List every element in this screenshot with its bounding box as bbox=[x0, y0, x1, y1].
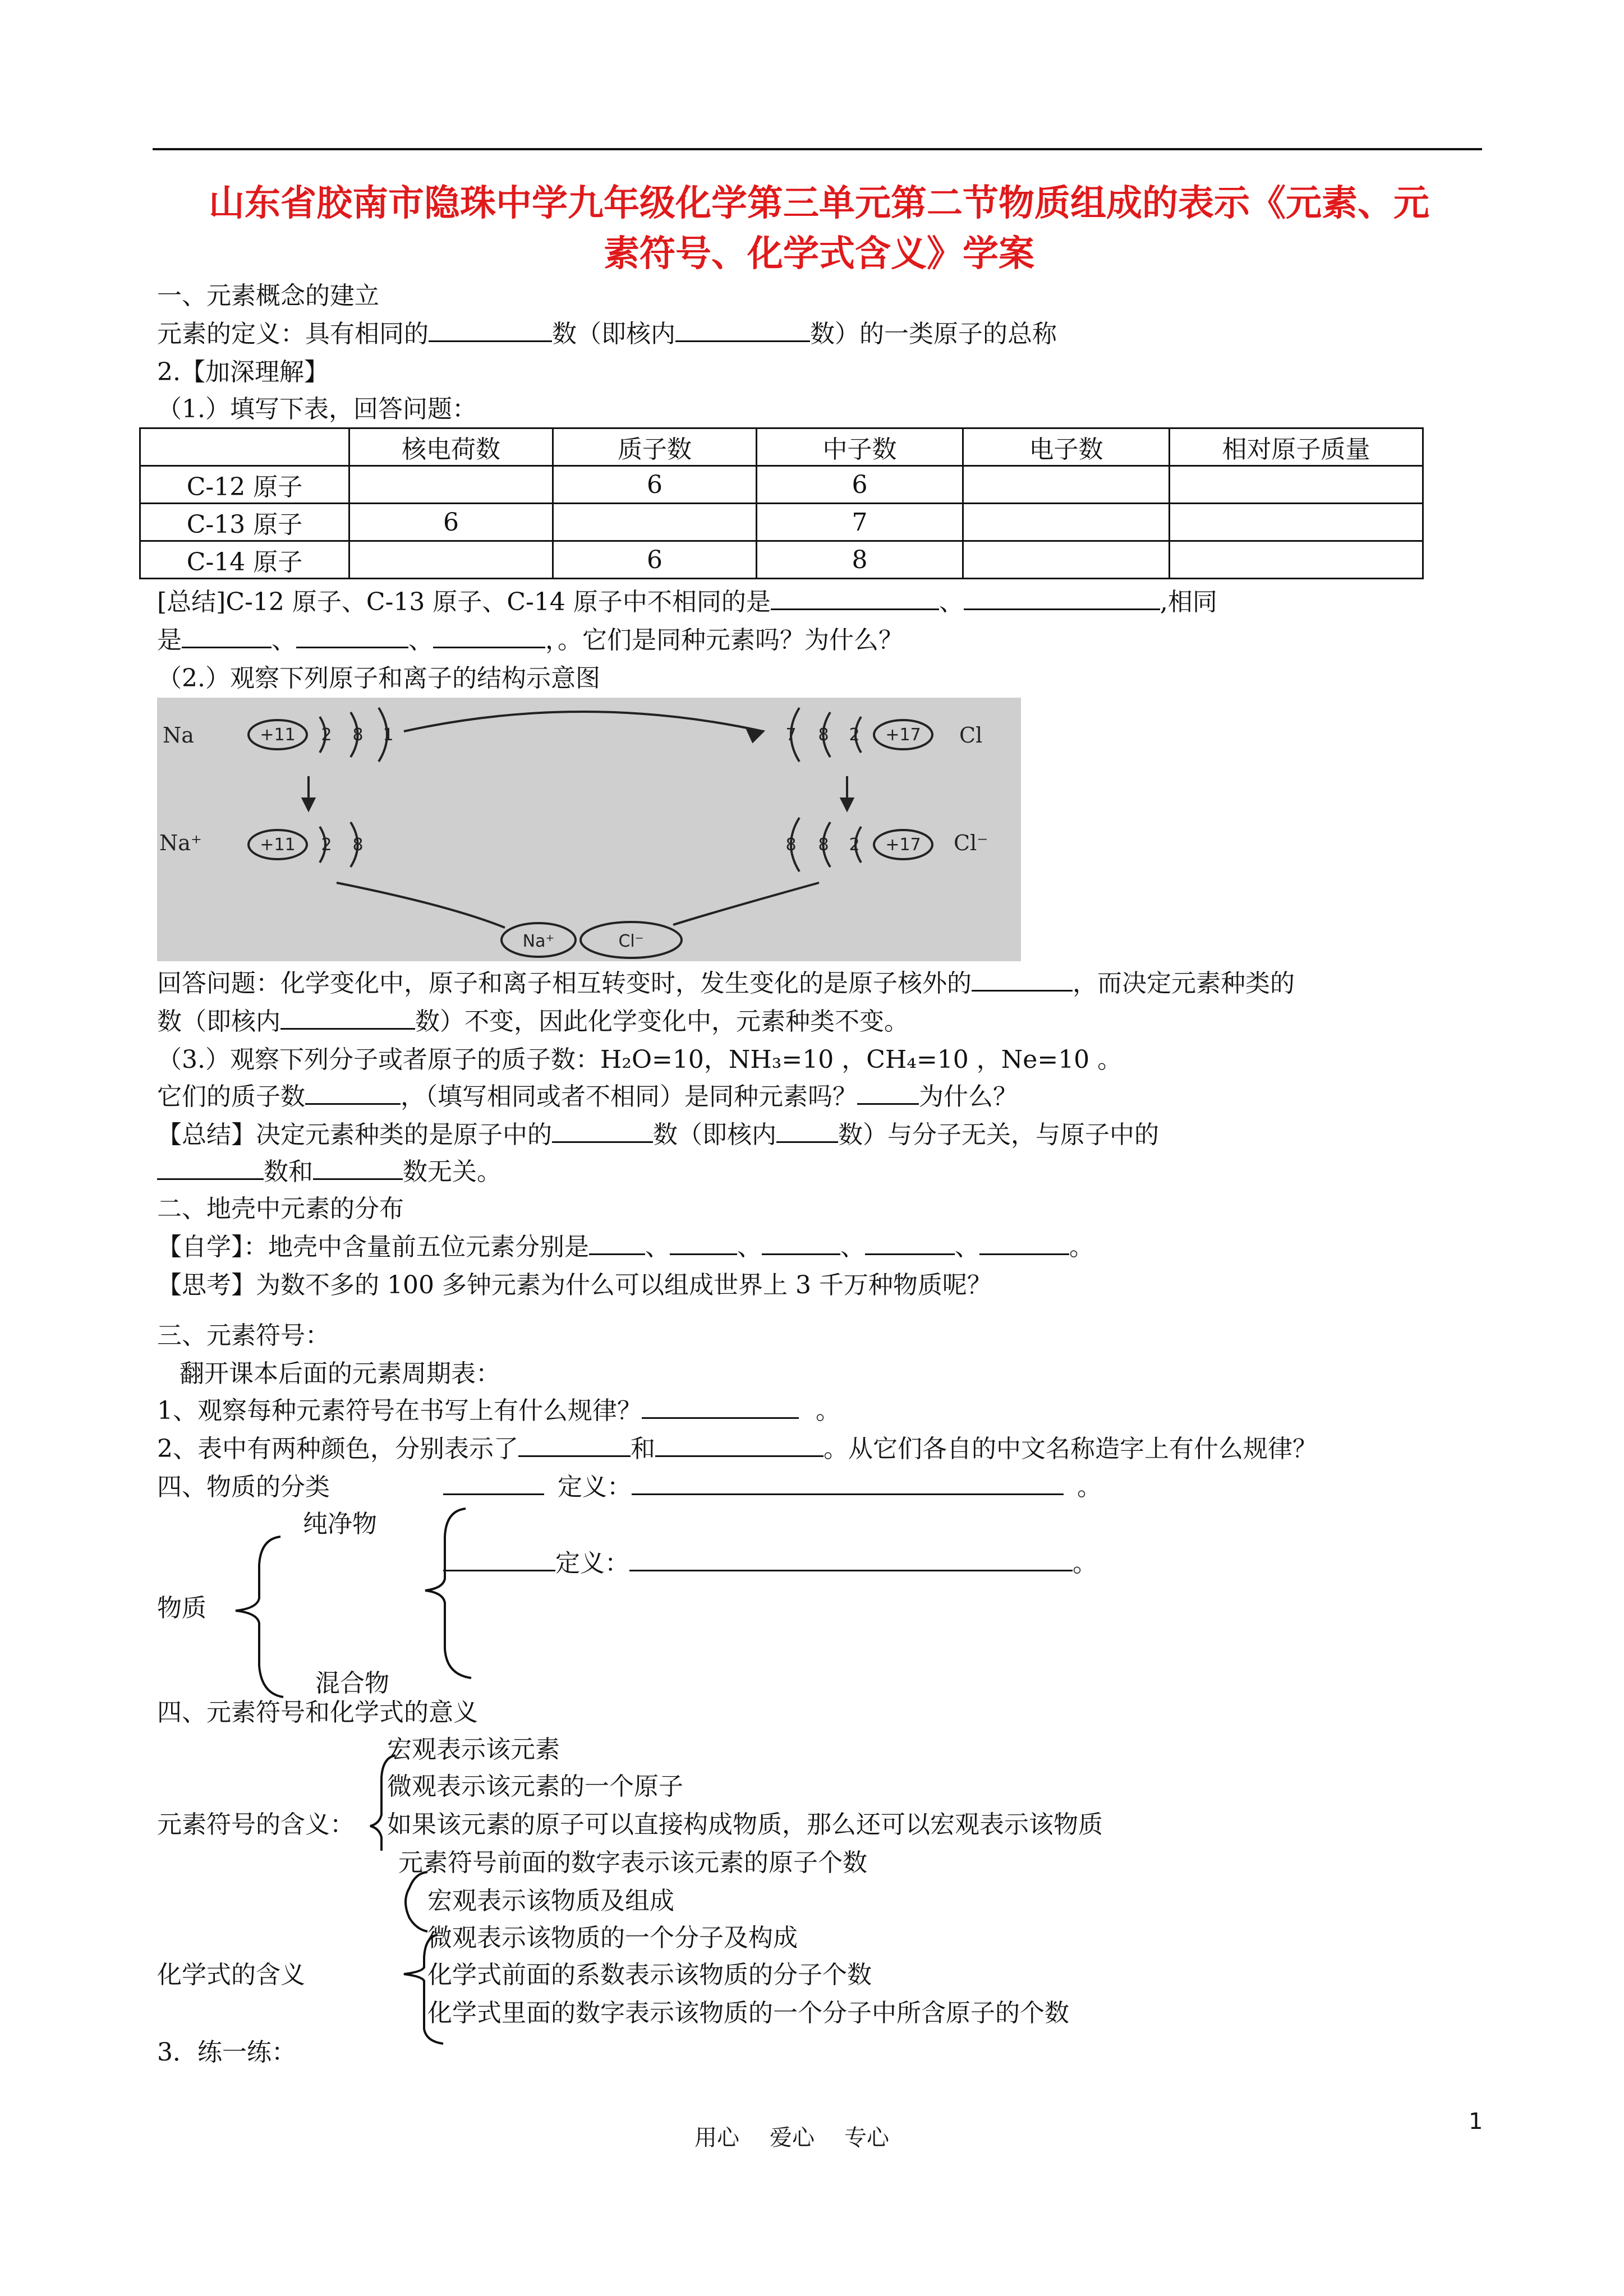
answer-text: ，而决定元素种类的 bbox=[1073, 969, 1295, 998]
formula-meaning-item: 宏观表示该物质及组成 bbox=[427, 1887, 674, 1915]
def-text-c: 数）的一类原子的总称 bbox=[810, 320, 1057, 348]
table-cell: 6 bbox=[757, 466, 963, 504]
answer-text: 数）不变，因此化学变化中，元素种类不变。 bbox=[415, 1007, 909, 1036]
deepen-heading: 2.【加深理解】 bbox=[157, 358, 329, 386]
table-cell: C-14 原子 bbox=[140, 541, 349, 579]
matter-label: 物质 bbox=[157, 1594, 206, 1622]
period: 。 bbox=[1069, 1233, 1094, 1261]
symbol-brace bbox=[370, 1755, 395, 1851]
page-number: 1 bbox=[1469, 2109, 1483, 2134]
definition-label: 定义： bbox=[555, 1549, 629, 1578]
table-header: 中子数 bbox=[757, 428, 963, 466]
formula-brace-upper bbox=[406, 1872, 427, 1931]
q-text: 2、表中有两种颜色，分别表示了 bbox=[157, 1435, 518, 1463]
product-cl-label: Cl⁻ bbox=[618, 932, 644, 951]
shell-count: 8 bbox=[352, 835, 364, 855]
na-label: Na bbox=[163, 723, 194, 748]
shell-count: 2 bbox=[849, 835, 860, 855]
shell-count: 2 bbox=[321, 835, 332, 855]
page-title-line2: 素符号、化学式含义》学案 bbox=[604, 233, 1034, 275]
question-2: （2.）观察下列原子和离子的结构示意图 bbox=[157, 664, 600, 693]
shell-count: 8 bbox=[818, 835, 829, 855]
footer-motto-1: 用心 bbox=[694, 2125, 739, 2151]
separator: 、 bbox=[645, 1233, 670, 1261]
summary-text: 是 bbox=[157, 626, 182, 654]
practice-heading: 3．练一练： bbox=[157, 2038, 296, 2067]
table-cell: C-13 原子 bbox=[140, 504, 349, 541]
formula-brace-lower bbox=[404, 1935, 443, 2044]
question-1: （1.）填写下表，回答问题： bbox=[157, 395, 477, 423]
table-cell: 6 bbox=[553, 541, 757, 579]
period: 。 bbox=[1077, 1473, 1102, 1501]
section-3-heading: 三、元素符号： bbox=[157, 1321, 330, 1350]
summary-text: [总结]C-12 原子、C-13 原子、C-14 原子中不相同的是 bbox=[157, 588, 771, 616]
symbol-meaning-item: 元素符号前面的数字表示该元素的原子个数 bbox=[398, 1848, 867, 1877]
answer-text: 数（即核内 bbox=[157, 1007, 280, 1036]
cl-ion-label: Cl⁻ bbox=[954, 831, 988, 855]
summary-text: ,相同 bbox=[1160, 588, 1217, 616]
pure-substance-label: 纯净物 bbox=[303, 1510, 377, 1538]
cl-nucleus-charge: +17 bbox=[885, 725, 921, 745]
page-title-line1: 山东省胶南市隐珠中学九年级化学第三单元第二节物质组成的表示《元素、元 bbox=[209, 183, 1429, 224]
shell-count: 8 bbox=[818, 725, 829, 745]
separator: 、 bbox=[840, 1233, 865, 1261]
summary-text: 、 bbox=[408, 626, 433, 654]
shell-count: 2 bbox=[849, 725, 860, 745]
product-na-label: Na⁺ bbox=[522, 932, 555, 951]
think-line: 【思考】为数不多的 100 多钟元素为什么可以组成世界上 3 千万种物质呢？ bbox=[157, 1271, 992, 1299]
definition-label: 定义： bbox=[558, 1473, 632, 1501]
summary-text: ，。它们是同种元素吗？为什么？ bbox=[545, 626, 903, 654]
table-cell: 6 bbox=[349, 504, 553, 541]
section-2-heading: 二、地壳中元素的分布 bbox=[157, 1195, 404, 1223]
shell-count: 7 bbox=[785, 725, 797, 745]
section-4-heading: 四、物质的分类 bbox=[157, 1473, 330, 1501]
shell-count: 1 bbox=[383, 725, 394, 745]
summary-text: 、 bbox=[938, 588, 964, 616]
table-cell: C-12 原子 bbox=[140, 466, 349, 504]
def-text-a: 元素的定义：具有相同的 bbox=[157, 320, 429, 348]
separator: 、 bbox=[955, 1233, 979, 1261]
q-text: 。 bbox=[816, 1396, 840, 1425]
mixture-label: 混合物 bbox=[315, 1669, 389, 1698]
na-ion-nucleus-charge: +11 bbox=[260, 835, 296, 855]
formula-meaning-item: 微观表示该物质的一个分子及构成 bbox=[427, 1924, 798, 1952]
question-3: （3.）观察下列分子或者原子的质子数：H₂O=10，NH₃=10 ，CH₄=10 ，Ne=10 。 bbox=[157, 1045, 1122, 1074]
symbol-meaning-item: 如果该元素的原子可以直接构成物质，那么还可以宏观表示该物质 bbox=[387, 1810, 1103, 1839]
q-text: 和 bbox=[631, 1435, 655, 1463]
table-header: 电子数 bbox=[963, 428, 1170, 466]
shell-count: 2 bbox=[321, 725, 332, 745]
table-cell: 6 bbox=[553, 466, 757, 504]
q-text: 1、观察每种元素符号在书写上有什么规律？ bbox=[157, 1396, 642, 1425]
table-cell: 8 bbox=[757, 541, 963, 579]
section-5-heading: 四、元素符号和化学式的意义 bbox=[157, 1698, 478, 1727]
shell-count: 8 bbox=[352, 725, 364, 745]
q3-text: 它们的质子数 bbox=[157, 1082, 305, 1111]
periodic-table-instruction: 翻开课本后面的元素周期表： bbox=[180, 1359, 500, 1388]
cl-ion-nucleus-charge: +17 bbox=[885, 835, 921, 855]
section-1-heading: 一、元素概念的建立 bbox=[157, 282, 379, 310]
summary-text: 【总结】决定元素种类的是原子中的 bbox=[157, 1121, 552, 1149]
separator: 、 bbox=[737, 1233, 762, 1261]
def-text-b: 数（即核内 bbox=[552, 320, 675, 348]
table-header: 核电荷数 bbox=[349, 428, 553, 466]
q3-text: ，（填写相同或者不相同）是同种元素吗？ bbox=[401, 1082, 857, 1111]
summary-text: 数和 bbox=[264, 1158, 313, 1186]
q3-text: 为什么？ bbox=[919, 1082, 1018, 1111]
symbol-meaning-label: 元素符号的含义： bbox=[157, 1810, 355, 1839]
summary-text: 数无关。 bbox=[403, 1158, 502, 1186]
self-study-text: 【自学】：地壳中含量前五位元素分别是 bbox=[157, 1233, 589, 1261]
footer-motto-3: 专心 bbox=[844, 2125, 889, 2151]
table-header: 相对原子质量 bbox=[1170, 428, 1423, 466]
summary-text: 数（即核内 bbox=[653, 1121, 776, 1149]
shell-count: 8 bbox=[785, 835, 797, 855]
table-header: 质子数 bbox=[553, 428, 757, 466]
na-nucleus-charge: +11 bbox=[260, 725, 296, 745]
symbol-meaning-item: 微观表示该元素的一个原子 bbox=[387, 1772, 683, 1801]
summary-text: 数）与分子无关，与原子中的 bbox=[838, 1121, 1159, 1149]
footer-motto-2: 爱心 bbox=[770, 2125, 815, 2151]
formula-meaning-label: 化学式的含义 bbox=[157, 1961, 305, 1989]
cl-label: Cl bbox=[959, 723, 983, 748]
formula-meaning-item: 化学式里面的数字表示该物质的一个分子中所含原子的个数 bbox=[427, 1999, 1069, 2027]
summary-text: 、 bbox=[272, 626, 296, 654]
symbol-meaning-item: 宏观表示该元素 bbox=[387, 1735, 560, 1764]
formula-meaning-item: 化学式前面的系数表示该物质的分子个数 bbox=[427, 1961, 872, 1989]
q-text: 。从它们各自的中文名称造字上有什么规律？ bbox=[823, 1435, 1317, 1463]
table-cell: 7 bbox=[757, 504, 963, 541]
na-ion-label: Na⁺ bbox=[159, 831, 202, 855]
answer-text: 回答问题：化学变化中，原子和离子相互转变时，发生变化的是原子核外的 bbox=[157, 969, 972, 998]
period: 。 bbox=[1073, 1549, 1097, 1578]
